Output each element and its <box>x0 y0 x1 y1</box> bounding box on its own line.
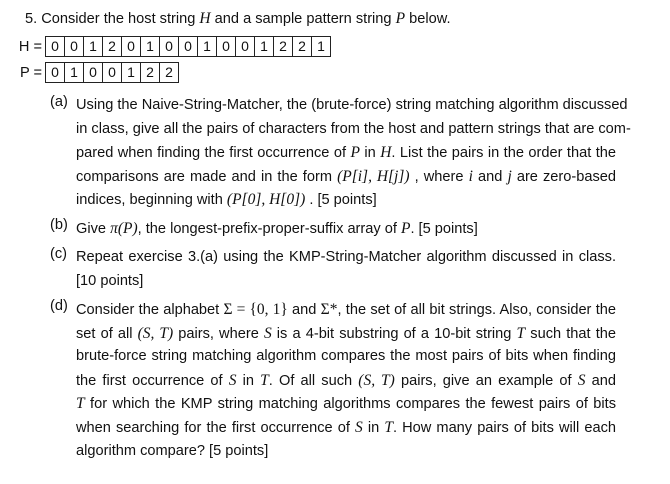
text-line: brute-force string matching algorithm compares the most pairs of bits when finding <box>76 348 616 365</box>
text: . List the pairs in the order that the <box>391 145 617 162</box>
host-string-cells <box>45 36 331 57</box>
text-line: [10 points] <box>76 272 144 289</box>
host-string-label: H = <box>18 38 42 55</box>
math-host-var: H <box>199 10 211 27</box>
text-line: Repeat exercise 3.(a) using the KMP-String-Matcher algorithm discussed in class. <box>76 249 616 265</box>
text-line: algorithm compare? [5 points] <box>76 442 269 459</box>
math-var: H <box>380 144 392 162</box>
math-var: T <box>260 371 269 389</box>
text: comparisons are made and in the form <box>76 168 338 185</box>
math-var: P <box>400 220 411 237</box>
text-line <box>76 298 616 322</box>
text: in <box>236 372 261 389</box>
text: . Of all such <box>268 372 359 389</box>
host-string-cell: 2 <box>103 37 122 56</box>
math-var: T <box>516 324 526 342</box>
text: such that the <box>525 325 616 342</box>
text: pairs, where <box>173 325 264 342</box>
text: are zero-based <box>511 168 617 185</box>
part-b-body <box>76 217 616 241</box>
text: . How many pairs of bits will each <box>392 419 616 436</box>
math-var: T <box>384 418 393 436</box>
intro-text: below. <box>405 11 451 27</box>
host-string-cell: 0 <box>122 37 141 56</box>
text: Consider the alphabet <box>76 302 224 318</box>
text: and <box>585 372 616 389</box>
host-string-cell: 1 <box>84 37 103 56</box>
math-expression: (P[i], H[j]) <box>337 167 410 185</box>
host-string-cell: 1 <box>141 37 160 56</box>
intro-text: and a sample pattern string <box>210 11 396 27</box>
math-var: P <box>350 144 360 162</box>
text: when searching for the first occurrence of <box>76 419 356 436</box>
text-line: in class, give all the pairs of characters from the host and pattern strings that are com- <box>76 120 631 137</box>
text: the first occurrence of <box>76 372 229 389</box>
text: Give <box>76 221 111 237</box>
host-string-cell: 1 <box>198 37 217 56</box>
host-string-cell: 0 <box>160 37 179 56</box>
pattern-string-cell: 0 <box>84 63 103 82</box>
math-var: T <box>76 395 85 413</box>
math-expression: Σ = {0, 1} <box>223 301 288 318</box>
math-var: S <box>263 324 272 342</box>
text: is a 4-bit substring of a 10-bit string <box>271 325 517 342</box>
text: for which the KMP string matching algorithms compares the fewest pairs of bits <box>84 396 616 413</box>
text: and <box>472 168 508 185</box>
host-string-cell: 0 <box>179 37 198 56</box>
host-string-cell: 1 <box>255 37 274 56</box>
host-string-cell: 0 <box>46 37 65 56</box>
part-a-label: (a) <box>50 94 68 110</box>
host-string-cell: 2 <box>274 37 293 56</box>
pattern-string-row <box>10 62 179 83</box>
text-line <box>76 165 616 189</box>
host-string-cell: 0 <box>236 37 255 56</box>
pattern-string-cell: 1 <box>122 63 141 82</box>
text: pared when finding the first occurrence of <box>76 145 351 162</box>
pattern-string-cell: 0 <box>46 63 65 82</box>
math-var: S <box>228 371 237 389</box>
pattern-string-label: P = <box>19 64 42 81</box>
text: indices, beginning with <box>76 192 227 209</box>
pattern-string-cell: 1 <box>65 63 84 82</box>
host-string-cell: 0 <box>217 37 236 56</box>
text: . [5 points] <box>410 221 478 237</box>
math-pattern-var: P <box>395 10 406 27</box>
math-var: S <box>577 371 586 389</box>
pattern-string-cells <box>45 62 179 83</box>
text-line <box>76 141 616 165</box>
host-string-row <box>10 36 331 57</box>
pattern-string-cell: 0 <box>103 63 122 82</box>
host-string-cell: 1 <box>317 38 325 54</box>
text-line <box>76 322 616 346</box>
math-expression: (P[0], H[0]) <box>226 191 306 209</box>
text: and <box>287 302 321 318</box>
text-line <box>76 369 616 393</box>
problem-number: 5. <box>25 11 38 27</box>
text: set of all <box>76 325 138 342</box>
text-line <box>76 217 616 241</box>
math-expression: Σ* <box>320 301 338 318</box>
math-expression: (S, T) <box>358 371 395 389</box>
text-line <box>76 188 616 212</box>
math-expression: π(P) <box>110 220 138 237</box>
math-var: j <box>507 167 512 185</box>
part-d-body <box>76 298 616 463</box>
part-c-label: (c) <box>50 246 68 262</box>
text: , the longest-prefix-proper-suffix array of <box>137 221 401 237</box>
text-line <box>76 416 616 440</box>
part-c-body <box>76 246 616 293</box>
text: , where <box>409 168 469 185</box>
text: , the set of all bit strings. Also, consider the <box>337 302 616 318</box>
host-string-cell: 2 <box>293 37 312 56</box>
part-d-label: (d) <box>50 298 68 314</box>
math-expression: (S, T) <box>137 324 174 342</box>
text: . [5 points] <box>305 192 377 209</box>
text-line <box>76 392 616 416</box>
pattern-string-cell: 2 <box>165 64 173 80</box>
part-b-label: (b) <box>50 217 68 233</box>
text: in <box>359 145 381 162</box>
problem-statement <box>25 10 451 28</box>
part-a-body <box>76 94 631 212</box>
text-line: Using the Naive-String-Matcher, the (brute-force) string matching algorithm discussed <box>76 97 628 113</box>
intro-text: Consider the host string <box>41 11 200 27</box>
math-var: i <box>468 167 473 185</box>
text: in <box>362 419 385 436</box>
math-var: S <box>355 418 363 436</box>
host-string-cell: 0 <box>65 37 84 56</box>
pattern-string-cell: 2 <box>141 63 160 82</box>
text: pairs, give an example of <box>394 372 578 389</box>
